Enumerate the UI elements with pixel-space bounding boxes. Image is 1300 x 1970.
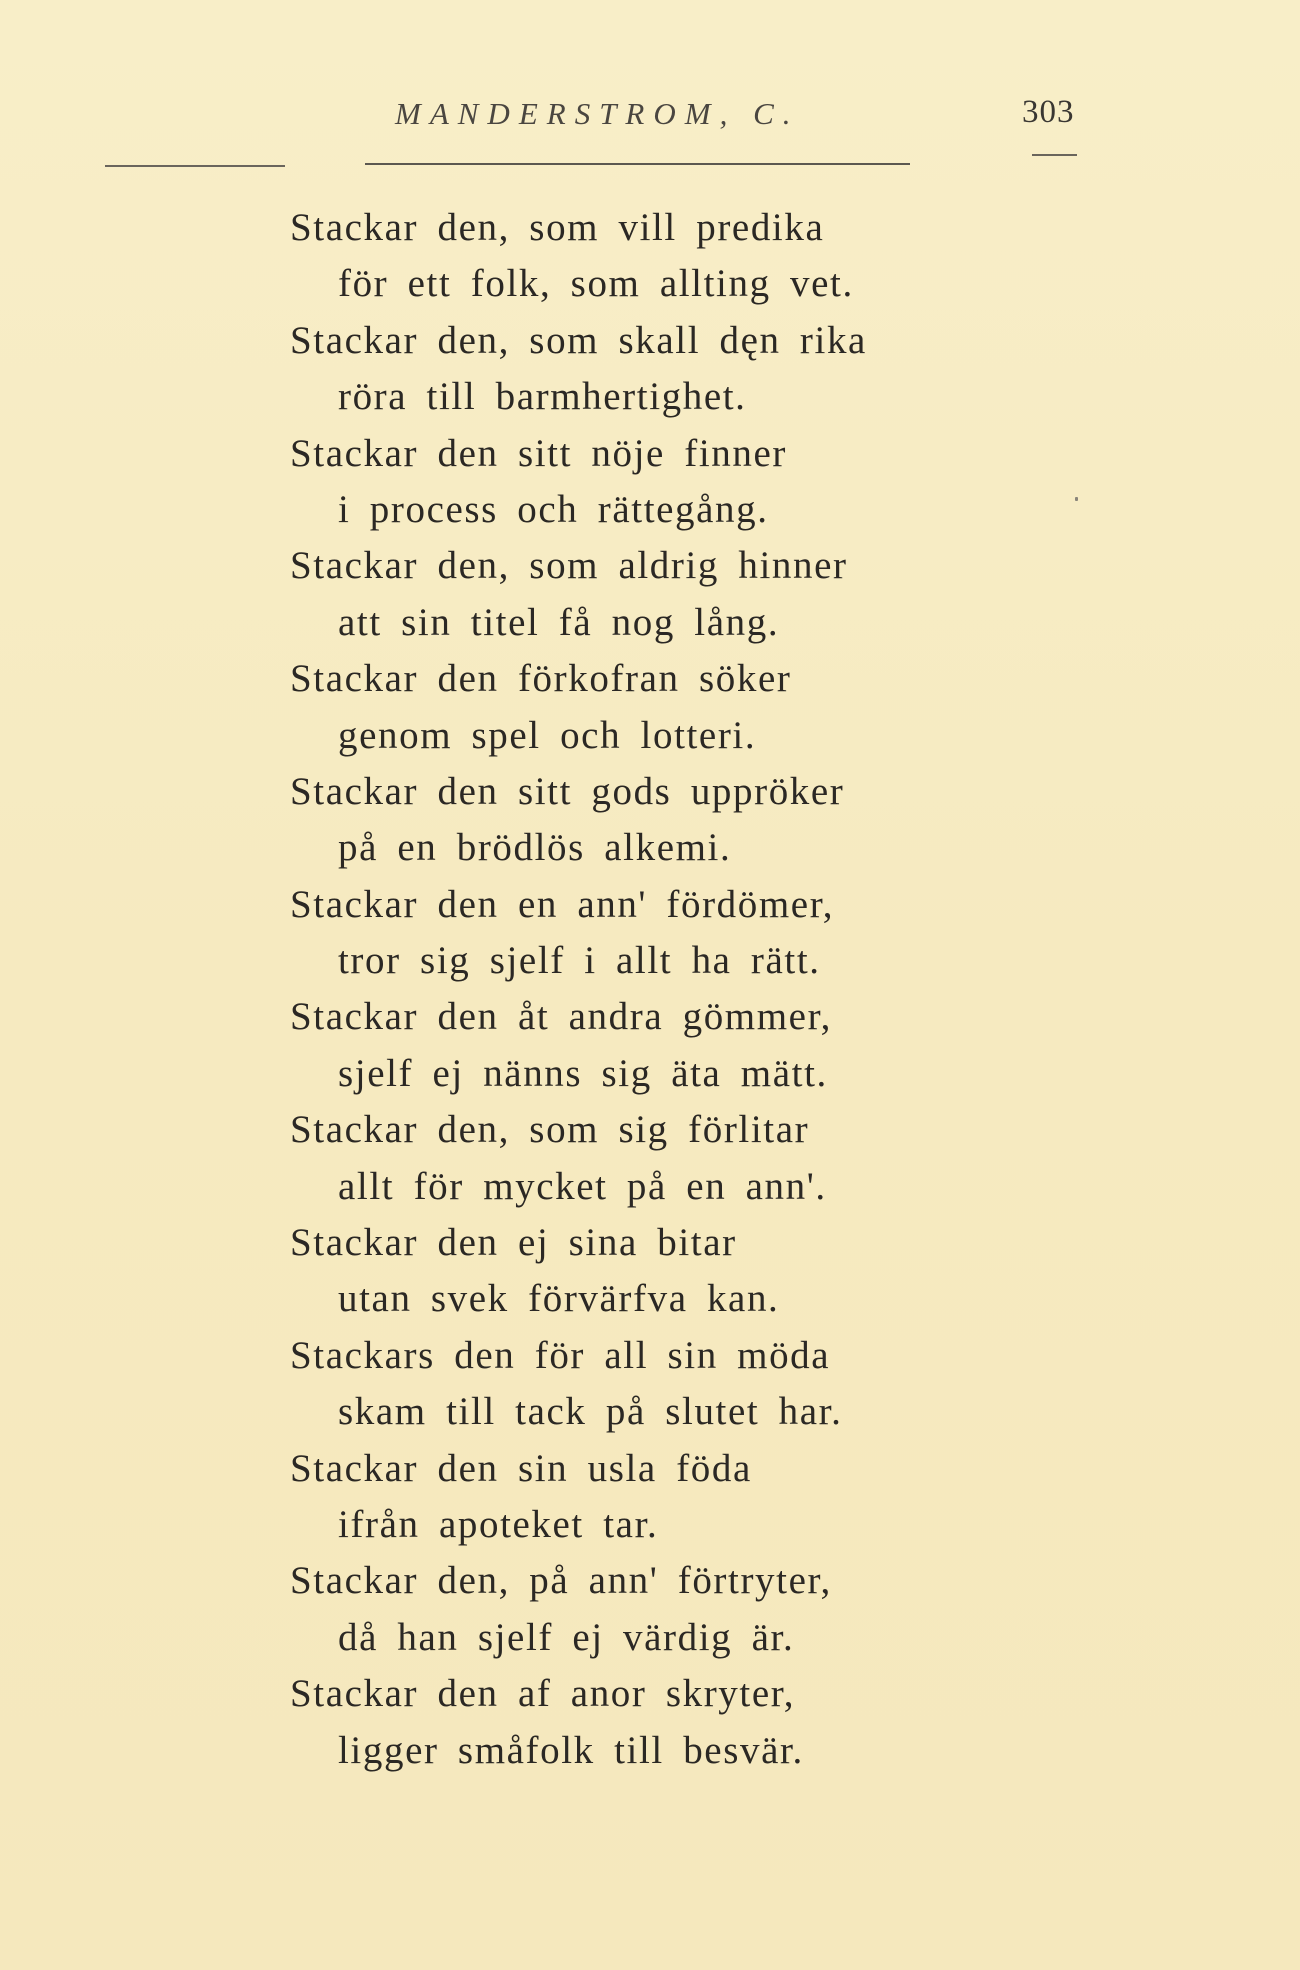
poem-line-26: då han sjelf ej värdig är.	[338, 1615, 795, 1659]
poem-line-24: ifrån apoteket tar.	[338, 1502, 659, 1546]
page-number: 303	[1022, 94, 1075, 130]
poem-line-15: Stackar den åt andra gömmer,	[290, 995, 832, 1039]
poem-body	[290, 200, 1090, 1779]
poem-line-19: Stackar den ej sina bitar	[290, 1221, 737, 1265]
poem-line-5: Stackar den sitt nöje finner	[290, 431, 788, 475]
header-rule-center	[365, 163, 910, 165]
running-head: MANDERSTROM, C.	[395, 96, 800, 131]
paper-speck	[1075, 497, 1078, 501]
poem-line-7: Stackar den, som aldrig hinner	[290, 544, 848, 588]
poem-line-12: på en brödlös alkemi.	[338, 826, 732, 870]
poem-line-10: genom spel och lotteri.	[338, 713, 757, 757]
poem-line-16: sjelf ej nänns sig äta mätt.	[338, 1051, 828, 1095]
header-rule-left	[105, 165, 285, 167]
poem-line-18: allt för mycket på en ann'.	[338, 1164, 827, 1208]
poem-line-20: utan svek förvärfva kan.	[338, 1277, 780, 1321]
poem-line-3: Stackar den, som skall dęn rika	[290, 318, 867, 362]
poem-line-13: Stackar den en ann' fördömer,	[290, 882, 835, 926]
poem-line-4: röra till barmhertighet.	[338, 375, 747, 419]
poem-line-25: Stackar den, på ann' förtryter,	[290, 1559, 832, 1603]
poem-line-17: Stackar den, som sig förlitar	[290, 1108, 810, 1152]
header-rule-right	[1032, 154, 1077, 156]
poem-line-11: Stackar den sitt gods uppröker	[290, 769, 845, 813]
poem-line-8: att sin titel få nog lång.	[338, 600, 780, 644]
poem-line-23: Stackar den sin usla föda	[290, 1446, 752, 1490]
poem-line-28: ligger småfolk till besvär.	[338, 1728, 804, 1772]
poem-line-1: Stackar den, som vill predika	[290, 206, 825, 249]
poem-line-6: i process och rättegång.	[338, 487, 769, 531]
poem-line-21: Stackars den för all sin möda	[290, 1333, 831, 1377]
poem-line-27: Stackar den af anor skryter,	[290, 1672, 796, 1716]
poem-line-9: Stackar den förkofran söker	[290, 657, 792, 701]
poem-line-22: skam till tack på slutet har.	[338, 1390, 843, 1434]
poem-line-2: för ett folk, som allting vet.	[338, 262, 854, 306]
poem-line-14: tror sig sjelf i allt ha rätt.	[338, 939, 821, 983]
